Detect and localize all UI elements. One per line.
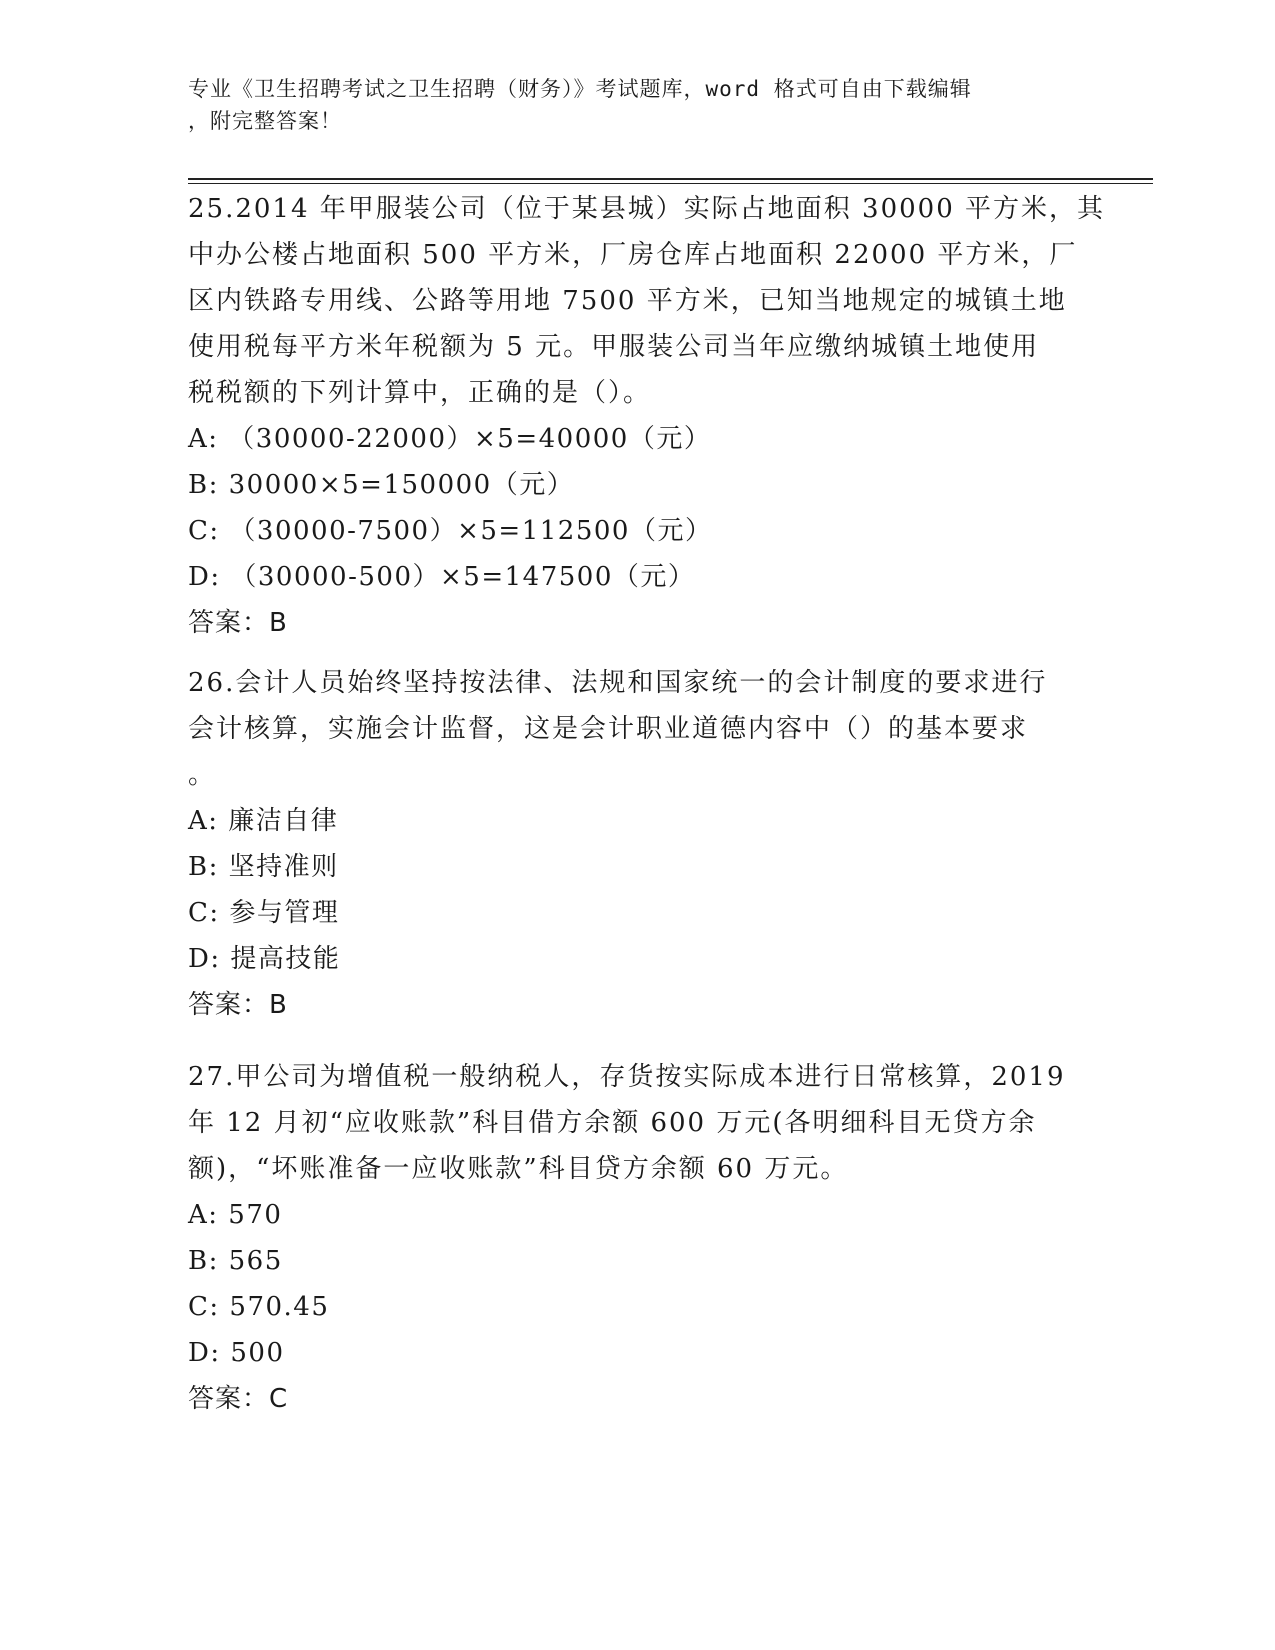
question-26 [188,660,1088,1028]
question-27 [188,1054,1088,1422]
option-a: A: 570 [188,1200,283,1230]
option-b: B: 30000×5=150000（元） [188,470,575,500]
stem-line: 27.甲公司为增值税一般纳税人，存货按实际成本进行日常核算，2019 [188,1062,1066,1092]
option-b: B: 565 [188,1246,283,1276]
option-c: C: 570.45 [188,1292,330,1322]
question-25 [188,186,1106,646]
header-line-1: 专业《卫生招聘考试之卫生招聘（财务）》考试题库，word 格式可自由下载编辑 [188,77,972,101]
stem-line: 额)，“坏账准备一应收账款”科目贷方余额 60 万元。 [188,1154,849,1184]
stem-line: 区内铁路专用线、公路等用地 7500 平方米，已知当地规定的城镇土地 [188,286,1067,316]
stem-line: 年 12 月初“应收账款”科目借方余额 600 万元(各明细科目无贷方余 [188,1108,1037,1138]
stem-line: 中办公楼占地面积 500 平方米，厂房仓库占地面积 22000 平方米，厂 [188,240,1078,270]
answer-label: 答案：B [188,990,288,1020]
question-stem [188,660,1088,798]
answer-label: 答案：B [188,608,288,638]
option-c: C: 参与管理 [188,898,340,928]
stem-line: 25.2014 年甲服装公司（位于某县城）实际占地面积 30000 平方米，其 [188,194,1106,224]
question-stem [188,1054,1088,1192]
stem-line: 。 [188,760,217,790]
document-header [188,73,1088,137]
header-divider-thin [188,183,1153,184]
stem-line: 使用税每平方米年税额为 5 元。甲服装公司当年应缴纳城镇土地使用 [188,332,1040,362]
option-a: A: 廉洁自律 [188,806,339,836]
option-a: A: （30000-22000）×5=40000（元） [188,424,712,454]
stem-line: 税税额的下列计算中，正确的是（）。 [188,378,652,408]
stem-line: 会计核算，实施会计监督，这是会计职业道德内容中（）的基本要求 [188,714,1029,744]
header-divider-thick [188,178,1153,180]
answer-label: 答案：C [188,1384,289,1414]
option-d: D: 提高技能 [188,944,341,974]
option-d: D: 500 [188,1338,285,1368]
option-d: D: （30000-500）×5=147500（元） [188,562,696,592]
header-line-2: ，附完整答案！ [188,109,342,133]
stem-line: 26.会计人员始终坚持按法律、法规和国家统一的会计制度的要求进行 [188,668,1048,698]
option-c: C: （30000-7500）×5=112500（元） [188,516,713,546]
option-b: B: 坚持准则 [188,852,339,882]
question-stem [188,186,1106,416]
